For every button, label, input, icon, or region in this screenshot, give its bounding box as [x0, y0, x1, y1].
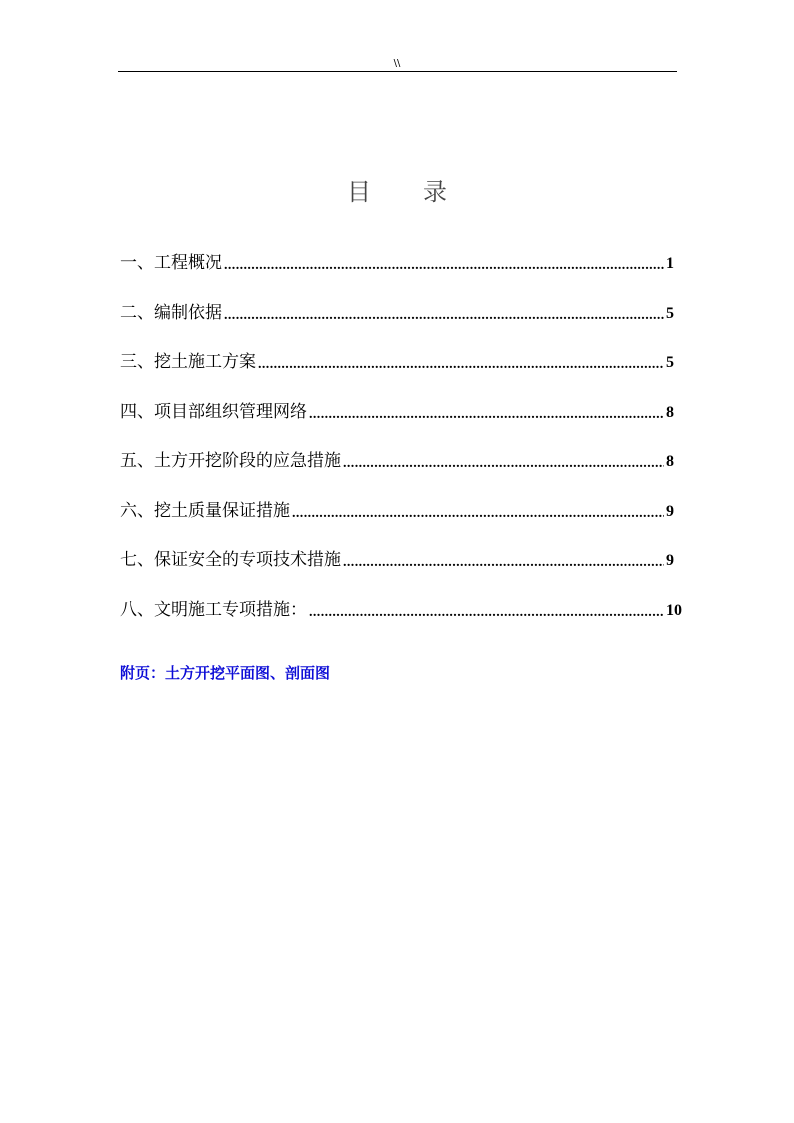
toc-item-label: 项目部组织管理网络: [154, 401, 307, 422]
toc-item-number: 四、: [120, 401, 154, 422]
toc-item-3[interactable]: [120, 351, 676, 401]
toc-item-label: 文明施工专项措施：: [154, 599, 307, 620]
toc-item-number: 八、: [120, 599, 154, 620]
header-rule: [118, 71, 677, 72]
toc-item-number: 六、: [120, 500, 154, 521]
toc-item-6[interactable]: [120, 500, 676, 550]
toc-item-number: 七、: [120, 550, 154, 570]
toc-item-label: 挖土施工方案: [154, 352, 256, 372]
header-mark: \\: [393, 58, 401, 69]
toc-item-label: 保证安全的专项技术措施: [154, 550, 341, 570]
toc-item-number: 五、: [120, 451, 154, 471]
toc-dot-leader: [224, 303, 664, 325]
toc-item-2[interactable]: [120, 302, 676, 352]
toc-item-label: 编制依据: [154, 302, 222, 323]
toc-title: [0, 176, 794, 208]
toc-dot-leader: [343, 550, 664, 572]
toc-page-number: 5: [666, 304, 674, 322]
toc-page-number: 9: [666, 502, 674, 520]
toc-dot-leader: [258, 352, 664, 374]
toc-item-number: 二、: [120, 302, 154, 323]
toc-item-1[interactable]: [120, 252, 676, 302]
toc-dot-leader: [292, 501, 664, 523]
toc-dot-leader: [343, 451, 664, 473]
toc-title-char-2: 录: [423, 178, 447, 206]
toc-page-number: 8: [666, 453, 674, 470]
toc-dot-leader: [224, 253, 664, 275]
toc-dot-leader: [309, 402, 664, 424]
toc-item-4[interactable]: [120, 401, 676, 451]
toc-item-number: 一、: [120, 253, 154, 273]
toc-list: [120, 252, 682, 648]
toc-page-number: 10: [666, 601, 682, 619]
toc-dot-leader: [309, 600, 664, 622]
toc-item-label: 土方开挖阶段的应急措施: [154, 451, 341, 471]
toc-page-number: 8: [666, 403, 674, 421]
toc-item-number: 三、: [120, 352, 154, 372]
toc-page-number: 9: [666, 552, 674, 569]
toc-item-7[interactable]: [120, 549, 676, 599]
toc-item-label: 挖土质量保证措施: [154, 500, 290, 521]
toc-title-char-1: 目: [347, 178, 371, 206]
toc-page-number: 5: [666, 354, 674, 371]
toc-item-8[interactable]: [120, 599, 682, 649]
toc-item-5[interactable]: [120, 450, 676, 500]
appendix-link[interactable]: 附页：土方开挖平面图、剖面图: [120, 664, 331, 682]
toc-item-label: 工程概况: [154, 253, 222, 273]
toc-page-number: 1: [666, 255, 674, 272]
